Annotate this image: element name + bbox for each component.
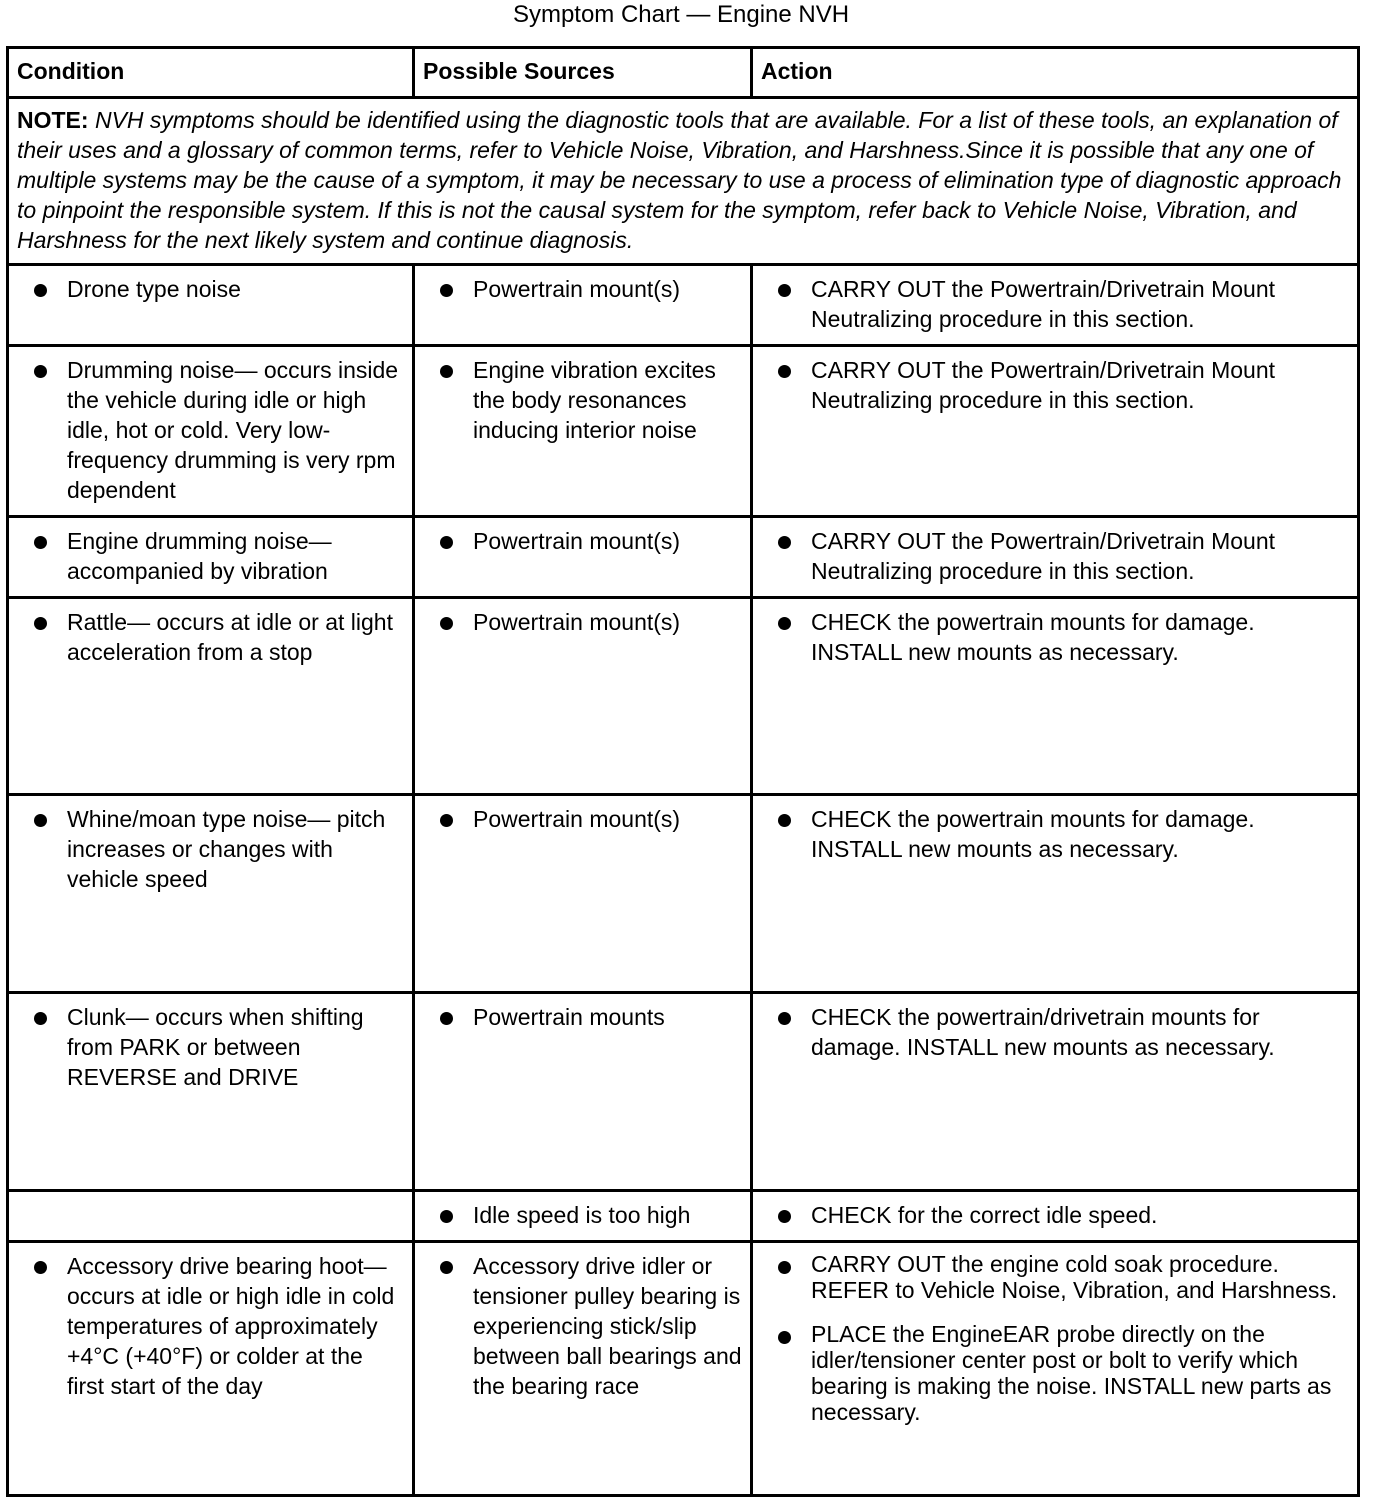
chart-title: Symptom Chart — Engine NVH	[512, 1, 850, 28]
note-text: NVH symptoms should be identified using the diagnostic tools that are available. For a list of these tools, an explanation of their uses and a glossary of common terms, refer to Vehicle Noise, Vibration, and Harshness.Since it is possible that any one of multiple systems may be the cause of a symptom, it may be necessary to use a process of elimination type of diagnostic approach to pinpoint the responsible system. If this is not the causal system for the symptom, refer back to Vehicle Noise, Vibration, and Harshness for the next likely system and continue diagnosis.	[17, 107, 1342, 253]
source-item	[415, 355, 742, 445]
source-item	[415, 1002, 742, 1032]
note-row	[8, 98, 1359, 265]
source-item-text: Accessory drive idler or tensioner pulley bearing is experiencing stick/slip between ball bearings and the bearing race	[473, 1253, 742, 1399]
action-item-text: PLACE the EngineEAR probe directly on the idler/tensioner center post or bolt to verify which bearing is making the noise. INSTALL new parts as necessary.	[811, 1321, 1332, 1425]
bullet-icon	[753, 804, 811, 864]
note-cell	[8, 98, 1359, 265]
bullet-icon	[415, 274, 473, 304]
table-row	[8, 265, 1359, 346]
table-row	[8, 795, 1359, 993]
action-item	[753, 1200, 1349, 1230]
source-item	[415, 804, 742, 834]
source-item	[415, 1200, 742, 1230]
source-item-text: Powertrain mount(s)	[473, 528, 681, 554]
action-item-text: CHECK for the correct idle speed.	[811, 1202, 1158, 1228]
bullet-icon	[753, 607, 811, 667]
condition-cell	[8, 517, 414, 598]
source-item-text: Powertrain mount(s)	[473, 806, 681, 832]
bullet-icon	[9, 1251, 67, 1401]
action-cell	[752, 346, 1359, 517]
sources-cell	[414, 795, 752, 993]
action-cell	[752, 265, 1359, 346]
action-item	[753, 1321, 1349, 1425]
action-item-text: CARRY OUT the Powertrain/Drivetrain Mount Neutralizing procedure in this section.	[811, 528, 1276, 584]
bullet-icon	[753, 355, 811, 415]
bullet-icon	[753, 526, 811, 586]
source-item	[415, 526, 742, 556]
note-label: NOTE:	[17, 107, 89, 133]
action-item-text: CARRY OUT the Powertrain/Drivetrain Mount Neutralizing procedure in this section.	[811, 276, 1276, 332]
source-item-text: Engine vibration excites the body resonances inducing interior noise	[473, 357, 716, 443]
condition-item	[9, 526, 404, 586]
action-item-text: CARRY OUT the Powertrain/Drivetrain Mount Neutralizing procedure in this section.	[811, 357, 1276, 413]
action-item	[753, 526, 1349, 586]
action-cell	[752, 993, 1359, 1191]
source-item	[415, 607, 742, 637]
action-item	[753, 1002, 1349, 1062]
action-item	[753, 274, 1349, 334]
bullet-icon	[415, 1251, 473, 1401]
condition-item-text: Drumming noise— occurs inside the vehicle during idle or high idle, hot or cold. Very low-frequency drumming is very rpm dependent	[67, 357, 399, 503]
header-sources: Possible Sources	[414, 48, 752, 98]
bullet-icon	[415, 1200, 473, 1230]
source-item	[415, 1251, 742, 1401]
table-row	[8, 993, 1359, 1191]
condition-item-text: Accessory drive bearing hoot— occurs at idle or high idle in cold temperatures of approximately +4°C (+40°F) or colder at the first start of the day	[67, 1253, 395, 1399]
sources-cell	[414, 1191, 752, 1242]
condition-item-text: Whine/moan type noise— pitch increases or changes with vehicle speed	[67, 806, 386, 892]
source-item-text: Powertrain mount(s)	[473, 609, 681, 635]
bullet-icon	[753, 274, 811, 334]
action-item-text: CHECK the powertrain mounts for damage. INSTALL new mounts as necessary.	[811, 806, 1255, 862]
bullet-icon	[415, 526, 473, 556]
bullet-icon	[9, 274, 67, 304]
source-item-text: Powertrain mounts	[473, 1004, 665, 1030]
bullet-icon	[9, 1002, 67, 1092]
condition-item	[9, 274, 404, 304]
table-row	[8, 598, 1359, 795]
sources-cell	[414, 598, 752, 795]
sources-cell	[414, 1242, 752, 1496]
condition-cell	[8, 1242, 414, 1496]
action-item	[753, 355, 1349, 415]
symptom-table	[6, 46, 1360, 1497]
bullet-icon	[9, 526, 67, 586]
condition-item-text: Clunk— occurs when shifting from PARK or between REVERSE and DRIVE	[67, 1004, 364, 1090]
action-cell	[752, 795, 1359, 993]
action-cell	[752, 517, 1359, 598]
condition-cell	[8, 993, 414, 1191]
bullet-icon	[753, 1200, 811, 1230]
bullet-icon	[9, 355, 67, 505]
condition-item	[9, 1251, 404, 1401]
condition-item	[9, 607, 404, 667]
bullet-icon	[415, 355, 473, 445]
bullet-icon	[9, 607, 67, 667]
bullet-icon	[753, 1251, 811, 1303]
table-row	[8, 1242, 1359, 1496]
action-item	[753, 1251, 1349, 1303]
source-item	[415, 274, 742, 304]
action-cell	[752, 598, 1359, 795]
action-item	[753, 607, 1349, 667]
sources-cell	[414, 346, 752, 517]
bullet-icon	[9, 804, 67, 894]
action-cell	[752, 1191, 1359, 1242]
table-row	[8, 517, 1359, 598]
header-condition: Condition	[8, 48, 414, 98]
bullet-icon	[415, 1002, 473, 1032]
condition-cell	[8, 795, 414, 993]
condition-item	[9, 804, 404, 894]
action-item	[753, 804, 1349, 864]
bullet-icon	[415, 804, 473, 834]
condition-item	[9, 1002, 404, 1092]
header-action: Action	[752, 48, 1359, 98]
action-item-text: CHECK the powertrain mounts for damage. INSTALL new mounts as necessary.	[811, 609, 1255, 665]
action-item-text: CARRY OUT the engine cold soak procedure. REFER to Vehicle Noise, Vibration, and Harshness.	[811, 1251, 1338, 1303]
condition-cell	[8, 598, 414, 795]
table-row	[8, 346, 1359, 517]
condition-item-text: Engine drumming noise— accompanied by vibration	[67, 528, 332, 584]
sources-cell	[414, 265, 752, 346]
header-row	[8, 48, 1359, 98]
sources-cell	[414, 517, 752, 598]
action-item-text: CHECK the powertrain/drivetrain mounts for damage. INSTALL new mounts as necessary.	[811, 1004, 1275, 1060]
source-item-text: Powertrain mount(s)	[473, 276, 681, 302]
table-row	[8, 1191, 1359, 1242]
bullet-icon	[415, 607, 473, 637]
source-item-text: Idle speed is too high	[473, 1202, 691, 1228]
action-cell	[752, 1242, 1359, 1496]
condition-item	[9, 355, 404, 505]
condition-item-text: Rattle— occurs at idle or at light acceleration from a stop	[67, 609, 393, 665]
condition-cell	[8, 346, 414, 517]
bullet-icon	[753, 1321, 811, 1425]
condition-cell	[8, 265, 414, 346]
condition-cell	[8, 1191, 414, 1242]
bullet-icon	[753, 1002, 811, 1062]
sources-cell	[414, 993, 752, 1191]
condition-item-text: Drone type noise	[67, 276, 241, 302]
